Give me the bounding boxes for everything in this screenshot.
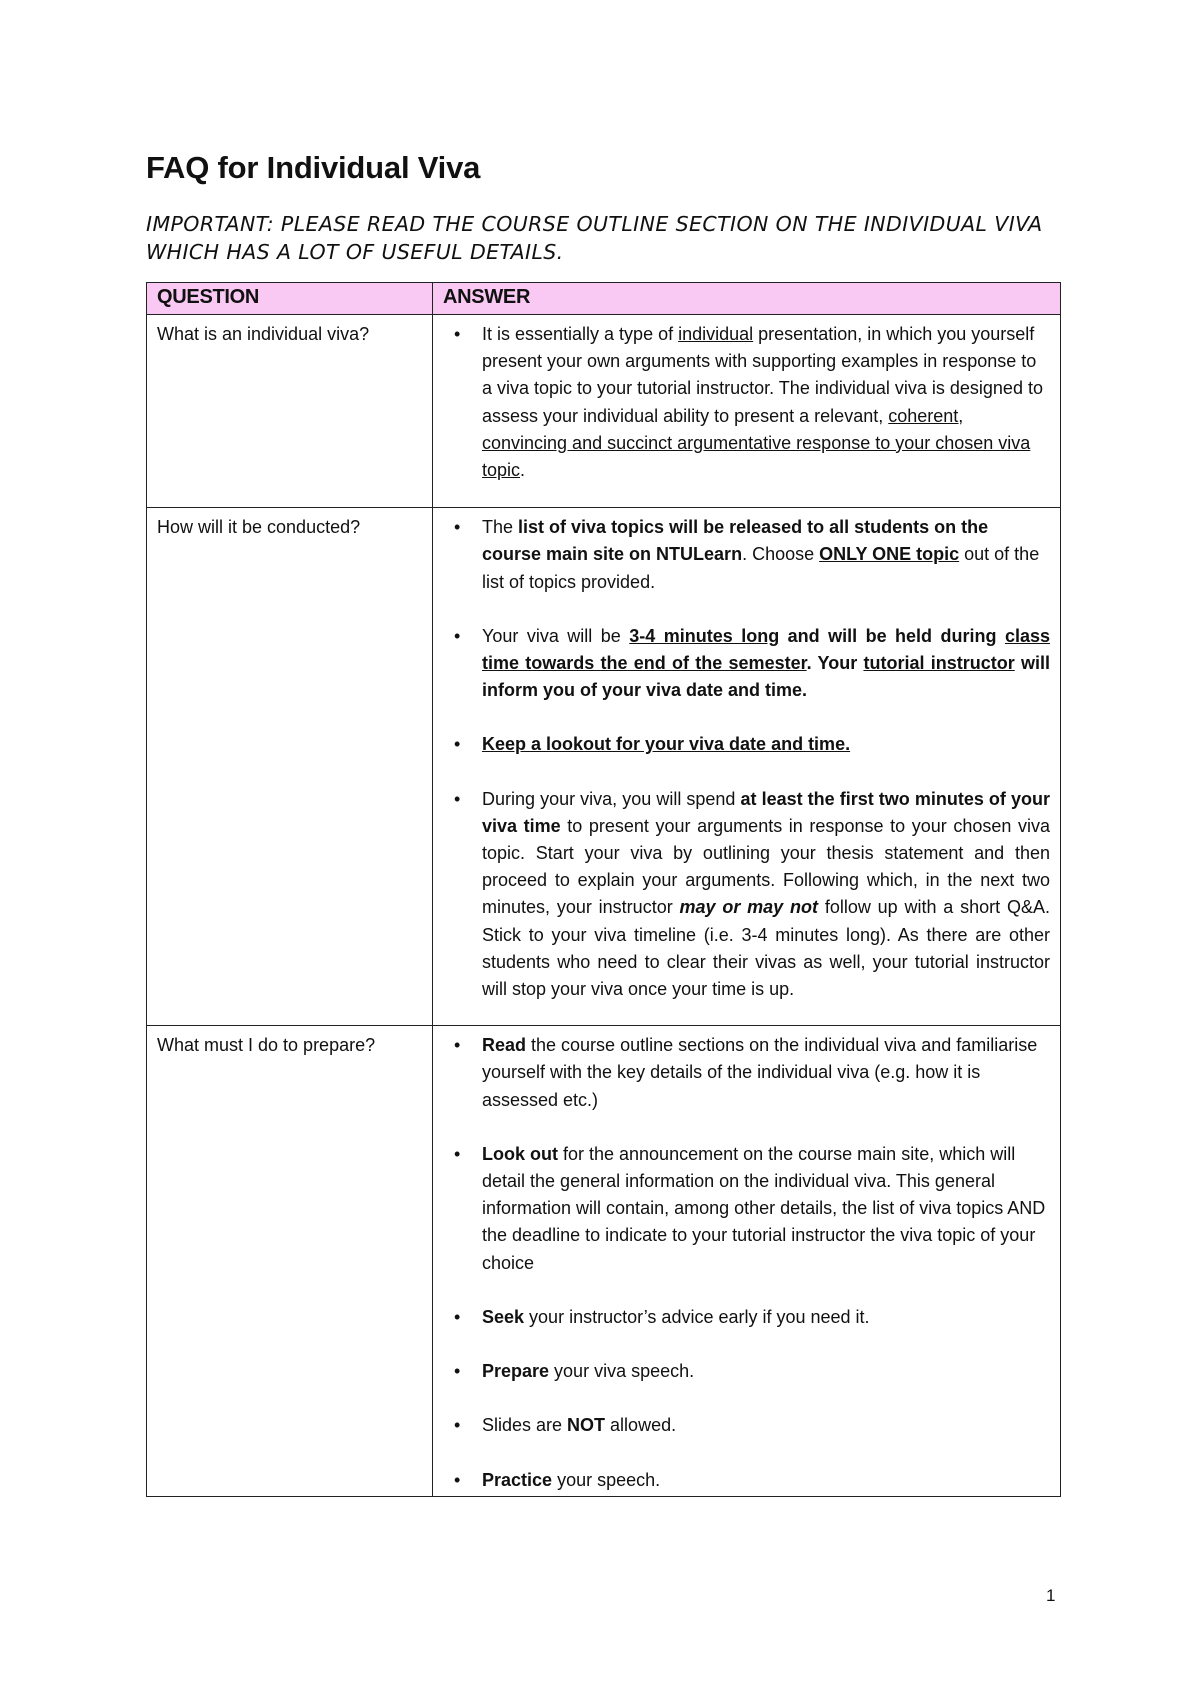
bullet-icon: • [454, 734, 461, 755]
answer-list [443, 514, 1050, 1003]
answer-item: • Look out for the announcement on the course main site, which will detail the general information on the individual viva. This general information will contain, among other details, the list of viva topics AND the deadline to indicate to your tutorial instructor the viva topic of your choice [443, 1141, 1050, 1277]
answer-item: • Slides are NOT allowed. [443, 1412, 1050, 1439]
bullet-icon: • [454, 517, 461, 538]
answer-list [443, 321, 1050, 484]
answer-header: ANSWER [433, 283, 1061, 315]
answer-cell [433, 315, 1061, 508]
question-cell: What must I do to prepare? [147, 1026, 433, 1496]
bullet-icon: • [454, 1415, 461, 1436]
table-row [147, 1026, 1061, 1496]
bullet-icon: • [454, 1361, 461, 1382]
question-cell: How will it be conducted? [147, 508, 433, 1026]
answer-item: • It is essentially a type of individual presentation, in which you yourself present your own arguments with supporting examples in response to a viva topic to your tutorial instructor. The individual viva is designed to assess your individual ability to present a relevant, coherent, convincing and succinct argumentative response to your chosen viva topic. [443, 321, 1050, 484]
important-note: IMPORTANT: PLEASE READ THE COURSE OUTLINE SECTION ON THE INDIVIDUAL VIVA WHICH HAS A LOT OF USEFUL DETAILS. [146, 212, 1043, 264]
answer-item: • Practice your speech. [443, 1467, 1050, 1494]
document-title: FAQ for Individual Viva [146, 150, 481, 185]
answer-item: • The list of viva topics will be released to all students on the course main site on NTULearn. Choose ONLY ONE topic out of the list of topics provided. [443, 514, 1050, 596]
answer-item: • Keep a lookout for your viva date and time. [443, 731, 1050, 758]
bullet-icon: • [454, 625, 461, 646]
bullet-icon: • [454, 1035, 461, 1056]
page-number: 1 [1046, 1586, 1056, 1605]
table-row [147, 315, 1061, 508]
bullet-icon: • [454, 324, 461, 344]
answer-cell [433, 1026, 1061, 1496]
bullet-icon: • [454, 788, 461, 809]
question-cell: What is an individual viva? [147, 315, 433, 508]
bullet-icon: • [454, 1306, 461, 1327]
table-header-row [147, 283, 1061, 315]
answer-list [443, 1032, 1050, 1493]
answer-item: • Seek your instructor’s advice early if you need it. [443, 1304, 1050, 1331]
faq-table [146, 282, 1061, 1497]
answer-item: • Prepare your viva speech. [443, 1358, 1050, 1385]
bullet-icon: • [454, 1469, 461, 1490]
answer-item: • Your viva will be 3-4 minutes long and will be held during class time towards the end of the semester. Your tutorial instructor will inform you of your viva date and time. [443, 623, 1050, 705]
table-row [147, 508, 1061, 1026]
question-header: QUESTION [147, 283, 433, 315]
answer-item: • During your viva, you will spend at least the first two minutes of your viva time to present your arguments in response to your chosen viva topic. Start your viva by outlining your thesis statement and then proceed to explain your arguments. Following which, in the next two minutes, your instructor may or may not follow up with a short Q&A. Stick to your viva timeline (i.e. 3-4 minutes long). As there are other students who need to clear their vivas as well, your tutorial instructor will stop your viva once your time is up. [443, 786, 1050, 1004]
bullet-icon: • [454, 1143, 461, 1164]
answer-cell [433, 508, 1061, 1026]
answer-item: • Read the course outline sections on the individual viva and familiarise yourself with the key details of the individual viva (e.g. how it is assessed etc.) [443, 1032, 1050, 1114]
